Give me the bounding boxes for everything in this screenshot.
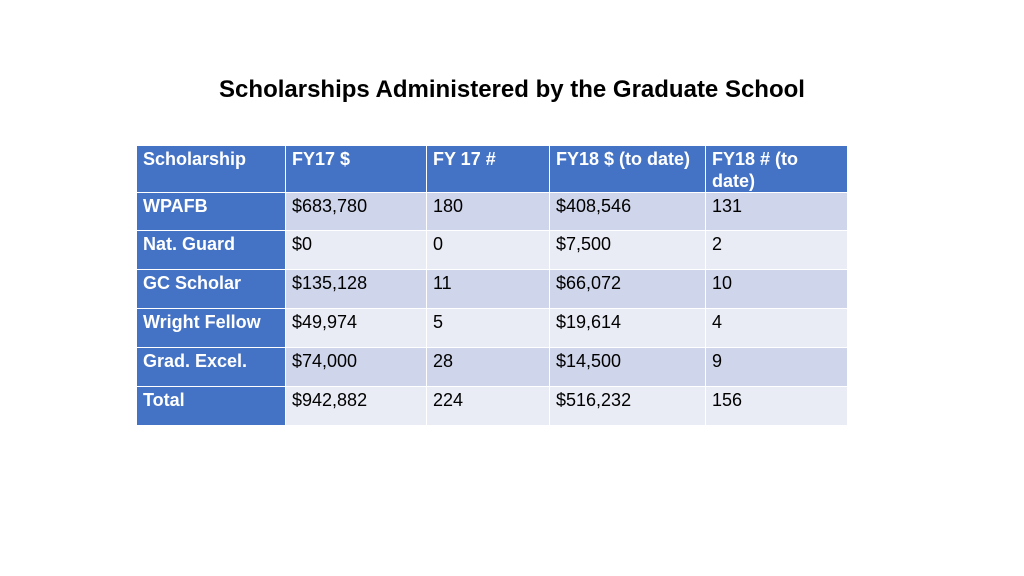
table-row: [137, 309, 848, 348]
table-row: [137, 193, 848, 231]
table-cell: $408,546: [550, 193, 706, 231]
row-label: WPAFB: [137, 193, 286, 231]
column-header-fy17-count: FY 17 #: [427, 146, 550, 193]
table-cell: 11: [427, 270, 550, 309]
table-cell: 0: [427, 231, 550, 270]
row-label: Total: [137, 387, 286, 426]
row-label: Wright Fellow: [137, 309, 286, 348]
table-row: [137, 270, 848, 309]
table-cell: 5: [427, 309, 550, 348]
table-cell: 2: [706, 231, 848, 270]
table-cell: 10: [706, 270, 848, 309]
table-cell: $49,974: [286, 309, 427, 348]
table-cell: 180: [427, 193, 550, 231]
table-cell: $683,780: [286, 193, 427, 231]
table-cell: $14,500: [550, 348, 706, 387]
table-row-total: [137, 387, 848, 426]
table-header-row: [137, 146, 848, 193]
table-row: [137, 348, 848, 387]
row-label: GC Scholar: [137, 270, 286, 309]
table-cell: 28: [427, 348, 550, 387]
table-cell: $19,614: [550, 309, 706, 348]
scholarship-table: [136, 145, 848, 426]
row-label: Nat. Guard: [137, 231, 286, 270]
table-cell: $7,500: [550, 231, 706, 270]
table-cell: 131: [706, 193, 848, 231]
table-row: [137, 231, 848, 270]
table-cell: 4: [706, 309, 848, 348]
column-header-fy17-amount: FY17 $: [286, 146, 427, 193]
column-header-scholarship: Scholarship: [137, 146, 286, 193]
column-header-fy18-count: FY18 # (to date): [706, 146, 848, 193]
row-label: Grad. Excel.: [137, 348, 286, 387]
table-cell: $942,882: [286, 387, 427, 426]
table-cell: $66,072: [550, 270, 706, 309]
table-cell: $135,128: [286, 270, 427, 309]
table-cell: 9: [706, 348, 848, 387]
table-cell: $0: [286, 231, 427, 270]
table-cell: $74,000: [286, 348, 427, 387]
table-cell: $516,232: [550, 387, 706, 426]
table-cell: 156: [706, 387, 848, 426]
table-cell: 224: [427, 387, 550, 426]
column-header-fy18-amount: FY18 $ (to date): [550, 146, 706, 193]
page-title: Scholarships Administered by the Graduate School: [219, 76, 805, 103]
